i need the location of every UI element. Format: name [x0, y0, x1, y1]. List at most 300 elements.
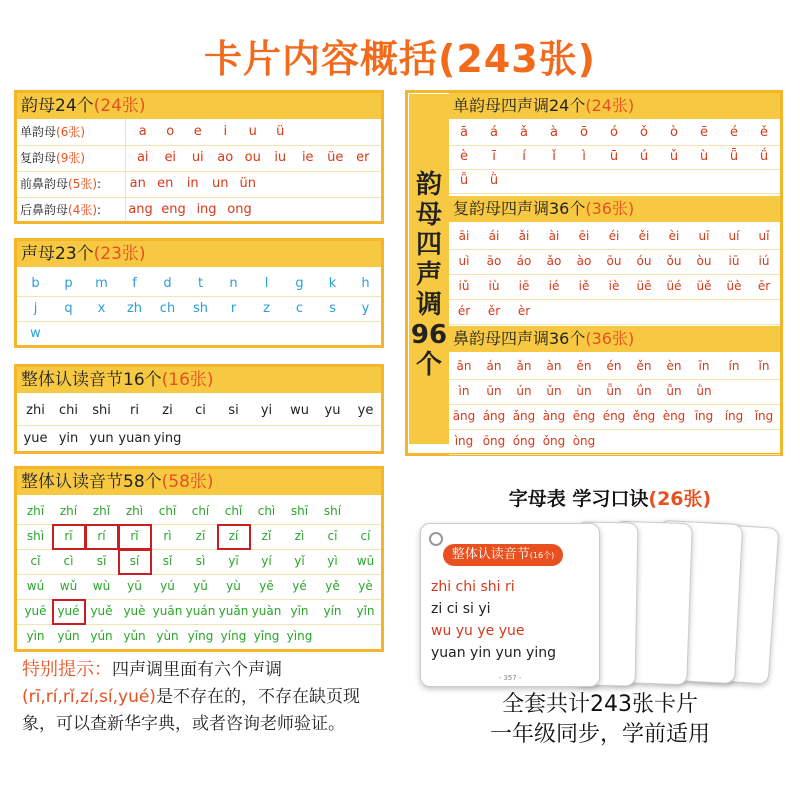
invalid-syllable-marker	[217, 524, 251, 550]
syllable-cell: zhī	[26, 504, 45, 518]
syllable-cell: zhí	[59, 504, 78, 518]
syllable-cell: ǘn	[636, 384, 652, 398]
final-cell: en	[157, 176, 174, 191]
card-front	[420, 523, 600, 687]
finals-row-label	[20, 197, 101, 223]
syllable-cell: wu	[290, 403, 309, 418]
syllable-cell: ī	[492, 149, 496, 164]
syllable-cell: yuē	[24, 604, 47, 618]
vertical-label-char: 声	[415, 260, 442, 290]
syllable-cell: rǐ	[130, 529, 139, 543]
card-line: yuan yin yun ying	[431, 645, 556, 661]
syllable-cell: wù	[92, 579, 111, 593]
syllable-cell: yǐ	[294, 554, 305, 568]
finals-row-count: (4张)	[68, 203, 98, 217]
syllable-cell: üè	[726, 279, 742, 293]
syllable-cell: iè	[608, 279, 620, 293]
syllable-cell: yuǎn	[218, 604, 249, 618]
syllable-cell: yún	[90, 629, 113, 643]
syllable-cell: yē	[259, 579, 274, 593]
alphabet-title-main: 字母表 学习口诀	[508, 488, 649, 510]
syllable-cell: án	[486, 359, 502, 373]
finals-row-colon: :	[97, 203, 102, 217]
syllable-cell: yuè	[123, 604, 146, 618]
final-cell: ui	[191, 150, 204, 165]
finals-row-count: (6张)	[56, 125, 86, 139]
syllable-cell: chí	[191, 504, 210, 518]
syllable-cell: yīn	[290, 604, 309, 618]
syllable-cell: iē	[518, 279, 530, 293]
card-ring-icon	[429, 532, 443, 546]
syllables58-header	[17, 469, 381, 495]
final-cell: un	[212, 176, 229, 191]
syllable-cell: wú	[26, 579, 45, 593]
syllables16-panel	[14, 364, 384, 454]
syllable-cell: āng	[452, 409, 476, 423]
tones-nasal-section	[449, 326, 780, 454]
syllable-cell: y	[361, 301, 370, 316]
syllable-cell: z	[263, 301, 270, 316]
syllable-cell: à	[550, 125, 558, 140]
syllable-cell: àng	[542, 409, 566, 423]
syllable-cell: shí	[323, 504, 342, 518]
syllable-cell: cí	[360, 529, 371, 543]
card-line: zi ci si yi	[431, 601, 491, 617]
tones-nasal-grid	[449, 354, 780, 454]
syllable-cell: h	[361, 276, 370, 291]
syllable-cell: ěi	[638, 229, 650, 243]
invalid-syllable-marker	[85, 524, 119, 550]
summary	[440, 690, 760, 750]
syllable-cell: ǐn	[758, 359, 770, 373]
card-line: zhi chi shi ri	[431, 579, 515, 595]
syllable-cell: sh	[192, 301, 208, 316]
syllable-cell: sī	[96, 554, 107, 568]
syllable-cell: l	[264, 276, 269, 291]
syllable-cell: ú	[639, 149, 649, 164]
syllable-cell: ying	[153, 431, 182, 446]
syllable-cell: óng	[512, 434, 536, 448]
finals-row-count: (5张)	[68, 177, 98, 191]
syllable-cell: ēr	[757, 279, 771, 293]
syllable-cell: m	[95, 276, 108, 291]
summary-line-2: 一年级同步，学前适用	[489, 722, 710, 747]
syllable-cell: ǔ	[669, 149, 679, 164]
syllable-cell: yuàn	[251, 604, 282, 618]
syllable-cell: ié	[548, 279, 560, 293]
syllable-cell: ài	[548, 229, 560, 243]
tones-single-count: (24张)	[585, 96, 635, 115]
vertical-label-char: 96	[410, 320, 448, 350]
syllable-cell: ūn	[486, 384, 502, 398]
syllable-cell: iù	[488, 279, 500, 293]
syllable-cell: ǒng	[542, 434, 566, 448]
tones-single-header	[449, 93, 780, 119]
syllable-cell: cī	[327, 529, 338, 543]
syllable-cell: chī	[158, 504, 177, 518]
syllable-cell: ǖn	[606, 384, 622, 398]
finals-row-name: 后鼻韵母	[20, 203, 69, 217]
invalid-syllable-marker	[52, 599, 86, 625]
syllable-cell: sǐ	[162, 554, 173, 568]
syllable-cell: yuě	[90, 604, 113, 618]
initials-grid	[17, 271, 381, 345]
finals-row-count: (9张)	[56, 151, 86, 165]
syllable-cell: ǜn	[696, 384, 712, 398]
syllable-cell: f	[132, 276, 137, 291]
syllable-cell: īn	[698, 359, 710, 373]
syllable-cell: yūn	[57, 629, 80, 643]
syllable-cell: cì	[63, 554, 74, 568]
syllable-cell: ān	[456, 359, 472, 373]
syllable-cell: zì	[294, 529, 305, 543]
syllable-cell: si	[228, 403, 239, 418]
syllable-cell: sì	[195, 554, 206, 568]
invalid-syllable-marker	[52, 524, 86, 550]
syllable-cell: ǒ	[640, 125, 648, 140]
syllable-cell: yù	[226, 579, 241, 593]
syllable-cell: ōu	[606, 254, 622, 268]
tones-compound-grid	[449, 224, 780, 324]
finals-row-name: 前鼻韵母	[20, 177, 69, 191]
syllable-cell: üé	[666, 279, 682, 293]
syllable-cell: x	[97, 301, 106, 316]
finals-row-label	[20, 171, 101, 197]
final-cell: ie	[301, 150, 314, 165]
syllable-cell: sí	[129, 554, 140, 568]
syllable-cell: ěr	[487, 304, 501, 318]
final-cell: ü	[276, 124, 285, 139]
syllable-cell: ù	[699, 149, 709, 164]
syllable-cell: ún	[516, 384, 532, 398]
syllable-cell: ǎ	[520, 125, 528, 140]
syllable-cell: yuan	[118, 431, 151, 446]
final-cell: ao	[217, 150, 234, 165]
note-text-1: 四声调里面有六个声调	[112, 660, 282, 680]
vertical-label-text	[409, 94, 449, 380]
syllable-cell: éng	[602, 409, 626, 423]
card-header	[443, 544, 563, 566]
syllable-cell: ō	[580, 125, 588, 140]
final-cell: ai	[136, 150, 149, 165]
syllable-cell: ǜ	[489, 173, 499, 188]
syllable-cell: yue	[23, 431, 48, 446]
syllable-cell: èr	[517, 304, 531, 318]
syllable-cell: yi	[260, 403, 273, 418]
final-cell: ei	[164, 150, 177, 165]
syllable-cell: ǐ	[552, 149, 556, 164]
syllable-cell: zi	[162, 403, 173, 418]
syllable-cell: èng	[662, 409, 686, 423]
tones-nasal-header	[449, 326, 780, 352]
initials-panel	[14, 238, 384, 348]
syllable-cell: ǖ	[729, 149, 739, 164]
invalid-syllable-marker	[118, 549, 152, 575]
syllable-cell: áng	[482, 409, 506, 423]
note-label: 特别提示：	[22, 659, 112, 680]
vertical-label-char: 韵	[415, 170, 442, 200]
syllable-cell: yí	[261, 554, 272, 568]
syllable-cell: ì	[582, 149, 586, 164]
final-cell: o	[166, 124, 175, 139]
syllable-cell: b	[31, 276, 40, 291]
finals-row-label	[20, 145, 85, 171]
syllable-cell: rī	[64, 529, 73, 543]
syllable-cell: í	[522, 149, 526, 164]
syllable-cell: yin	[58, 431, 79, 446]
syllable-cell: ā	[460, 125, 468, 140]
syllable-cell: yìn	[26, 629, 45, 643]
tones-single-grid	[449, 121, 780, 193]
syllable-cell: è	[460, 149, 468, 164]
tones-compound-section	[449, 196, 780, 324]
syllable-cell: āo	[486, 254, 502, 268]
syllable-cell: ǐng	[754, 409, 774, 423]
syllable-cell: ǘ	[759, 149, 769, 164]
syllable-cell: w	[30, 326, 41, 341]
syllable-cell: ye	[357, 403, 374, 418]
syllables16-title: 整体认读音节16个	[21, 370, 162, 390]
syllable-cell: yú	[160, 579, 175, 593]
syllable-cell: rí	[97, 529, 106, 543]
vertical-label-char: 母	[415, 200, 442, 230]
syllable-cell: yé	[292, 579, 307, 593]
syllable-cell: é	[730, 125, 738, 140]
initials-count: (23张)	[93, 244, 146, 264]
syllable-cell: yīng	[187, 629, 214, 643]
syllable-cell: zh	[126, 301, 143, 316]
syllable-cell: shī	[290, 504, 309, 518]
syllable-cell: p	[64, 276, 73, 291]
syllable-cell: yué	[57, 604, 80, 618]
syllable-cell: ē	[700, 125, 708, 140]
card-page-number: - 357 -	[498, 674, 522, 682]
syllable-cell: éi	[608, 229, 620, 243]
page-title: 卡片内容概括(243张)	[203, 37, 597, 81]
invalid-syllable-marker	[118, 524, 152, 550]
syllable-cell: üě	[696, 279, 712, 293]
final-cell: üe	[327, 150, 344, 165]
alphabet-title	[460, 484, 760, 511]
syllable-cell: áo	[516, 254, 532, 268]
syllable-cell: íng	[724, 409, 744, 423]
syllable-cell: èn	[666, 359, 682, 373]
syllable-cell: yǐng	[253, 629, 280, 643]
finals-row-name: 复韵母	[20, 151, 57, 165]
syllable-cell: èi	[668, 229, 680, 243]
vertical-label-char: 个	[415, 350, 442, 380]
final-cell: u	[248, 124, 257, 139]
final-cell: an	[129, 176, 146, 191]
syllable-cell: ín	[728, 359, 740, 373]
syllable-cell: k	[328, 276, 337, 291]
syllable-cell: ér	[457, 304, 471, 318]
syllable-cell: àn	[546, 359, 562, 373]
syllable-cell: iū	[728, 254, 740, 268]
syllable-cell: yùn	[156, 629, 179, 643]
syllable-cell: rì	[163, 529, 172, 543]
syllable-cell: n	[229, 276, 238, 291]
syllable-cell: uǐ	[758, 229, 770, 243]
syllables16-count: (16张)	[161, 370, 214, 390]
syllable-cell: yī	[228, 554, 239, 568]
syllable-cell: ò	[670, 125, 678, 140]
syllables58-grid	[17, 499, 381, 649]
syllable-cell: uī	[698, 229, 710, 243]
vertical-label-char: 四	[415, 230, 442, 260]
syllable-cell: yě	[325, 579, 340, 593]
initials-title: 声母23个	[21, 244, 94, 264]
syllable-cell: shì	[26, 529, 45, 543]
final-cell: a	[138, 124, 147, 139]
syllable-cell: yín	[323, 604, 342, 618]
final-cell: eng	[161, 202, 186, 217]
syllable-cell: ǎi	[518, 229, 530, 243]
card-header-label: 整体认读音节	[451, 547, 530, 562]
card-lines	[431, 576, 596, 664]
final-cell: ou	[244, 150, 261, 165]
note-text-2: 是不存在的，不存在缺页现象，可以查新华字典，或者咨询老师验证。	[22, 687, 360, 734]
tones-compound-count: (36张)	[585, 199, 635, 218]
syllable-cell: j	[33, 301, 38, 316]
syllable-cell: chǐ	[224, 504, 243, 518]
syllable-cell: ǚn	[666, 384, 682, 398]
syllable-cell: óu	[636, 254, 652, 268]
grid-row	[17, 321, 381, 347]
note-highlight: (rī,rí,rǐ,zí,sí,yué)	[22, 687, 156, 707]
syllable-cell: uí	[728, 229, 740, 243]
syllables58-count: (58张)	[161, 472, 214, 492]
tones-compound-header	[449, 196, 780, 222]
final-cell: ong	[227, 202, 252, 217]
card-line: wu yu ye yue	[431, 623, 525, 639]
syllable-cell: iě	[578, 279, 590, 293]
syllable-cell: zǐ	[261, 529, 272, 543]
special-note	[22, 656, 382, 738]
final-cell: er	[356, 150, 370, 165]
syllable-cell: á	[490, 125, 498, 140]
syllable-cell: üē	[636, 279, 652, 293]
syllables16-grid	[17, 397, 381, 451]
syllable-cell: yè	[358, 579, 373, 593]
syllable-cell: zī	[195, 529, 206, 543]
syllable-cell: āi	[458, 229, 470, 243]
syllable-cell: s	[329, 301, 336, 316]
syllable-cell: ǚ	[459, 173, 469, 188]
syllable-cell: d	[163, 276, 172, 291]
syllable-cell: yǐn	[356, 604, 375, 618]
finals-header	[17, 93, 381, 119]
finals-row-colon: :	[97, 177, 102, 191]
syllable-cell: ǔn	[546, 384, 562, 398]
card-header-small: (16个)	[529, 551, 555, 560]
syllable-cell: yíng	[220, 629, 247, 643]
tones-nasal-count: (36张)	[585, 329, 635, 348]
finals-count: (24张)	[93, 96, 146, 116]
final-cell: e	[193, 124, 202, 139]
syllable-cell: uì	[458, 254, 470, 268]
syllable-cell: iú	[758, 254, 770, 268]
syllable-cell: ào	[576, 254, 592, 268]
syllables58-panel	[14, 466, 384, 652]
final-cell: iu	[274, 150, 287, 165]
syllable-cell: ū	[609, 149, 619, 164]
syllable-cell: yu	[324, 403, 341, 418]
syllable-cell: ě	[760, 125, 768, 140]
syllable-cell: r	[230, 301, 237, 316]
finals-table	[17, 119, 381, 221]
syllable-cell: ǒu	[666, 254, 682, 268]
vertical-label	[409, 94, 449, 444]
finals-row-label	[20, 119, 85, 145]
final-cell: ün	[239, 176, 256, 191]
syllable-cell: ìng	[454, 434, 474, 448]
syllable-cell: ēng	[572, 409, 596, 423]
syllable-cell: ch	[159, 301, 176, 316]
syllable-cell: zí	[228, 529, 239, 543]
vertical-label-char: 调	[415, 290, 442, 320]
finals-title: 韵母24个	[21, 96, 94, 116]
syllable-cell: zhǐ	[92, 504, 111, 518]
syllable-cell: ǎo	[546, 254, 562, 268]
syllable-cell: ēn	[576, 359, 592, 373]
syllables16-header	[17, 367, 381, 393]
finals-panel	[14, 90, 384, 224]
syllable-cell: yuān	[152, 604, 183, 618]
syllable-cell: yìng	[286, 629, 313, 643]
tones-compound-title: 复韵母四声调36个	[453, 199, 586, 218]
alphabet-title-count: (26张)	[648, 488, 712, 510]
summary-line-1: 全套共计243张卡片	[502, 692, 698, 717]
syllable-cell: yū	[127, 579, 142, 593]
syllable-cell: wū	[356, 554, 375, 568]
syllable-cell: yuán	[185, 604, 216, 618]
syllable-cell: ěng	[632, 409, 656, 423]
final-cell: ing	[196, 202, 217, 217]
tones-nasal-title: 鼻韵母四声调36个	[453, 329, 586, 348]
final-cell: in	[186, 176, 199, 191]
syllable-cell: yì	[327, 554, 338, 568]
syllable-cell: īng	[694, 409, 714, 423]
syllable-cell: ci	[195, 403, 206, 418]
syllable-cell: c	[295, 301, 304, 316]
final-cell: i	[223, 124, 228, 139]
syllable-cell: chì	[257, 504, 276, 518]
tones-single-section	[449, 93, 780, 193]
finals-separator	[125, 119, 126, 221]
syllable-cell: ái	[488, 229, 500, 243]
syllable-cell: wǔ	[59, 579, 78, 593]
syllable-cell: zhi	[26, 403, 45, 418]
final-cell: ang	[128, 202, 153, 217]
syllable-cell: chi	[59, 403, 78, 418]
syllable-cell: zhì	[125, 504, 144, 518]
syllable-cell: yun	[89, 431, 114, 446]
initials-header	[17, 241, 381, 267]
syllable-cell: ēi	[578, 229, 590, 243]
syllable-cell: shi	[92, 403, 111, 418]
syllable-cell: ǎn	[516, 359, 532, 373]
syllable-cell: ìn	[458, 384, 470, 398]
syllable-cell: q	[64, 301, 73, 316]
syllable-cell: ùn	[576, 384, 592, 398]
syllable-cell: ǎng	[512, 409, 536, 423]
syllable-cell: òu	[696, 254, 712, 268]
syllable-cell: ěn	[636, 359, 652, 373]
syllable-cell: t	[197, 276, 204, 291]
syllables58-title: 整体认读音节58个	[21, 472, 162, 492]
syllable-cell: én	[606, 359, 622, 373]
